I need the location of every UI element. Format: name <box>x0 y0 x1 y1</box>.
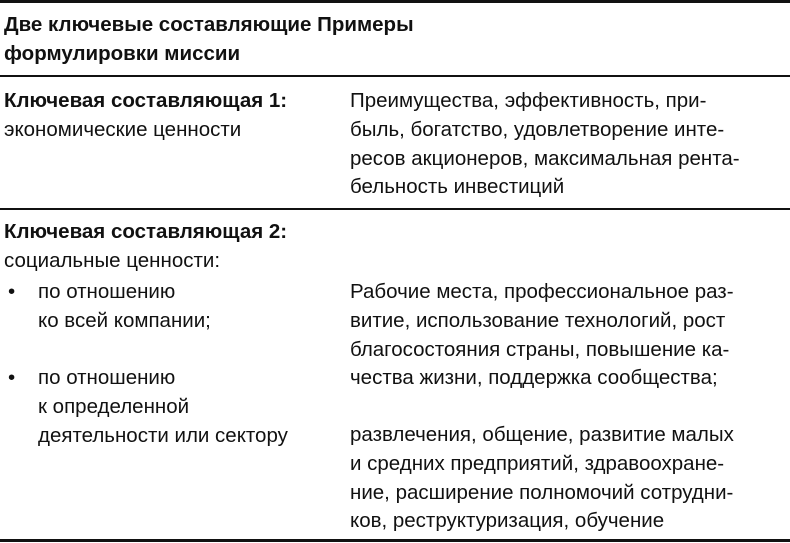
row1-title: Ключевая составляющая 1: <box>4 89 288 112</box>
example-line: Рабочие места, профессиональное раз- <box>350 280 734 303</box>
row2-subtitle: социальные ценности: <box>4 248 221 272</box>
bullet-line: деятельности или сектору <box>38 423 288 447</box>
example-line: благосостояния страны, повышение ка- <box>350 337 730 361</box>
bullet-icon: • <box>8 280 16 303</box>
bullet-item <box>38 278 211 336</box>
row1-examples <box>350 87 740 202</box>
row2-examples-2 <box>350 421 734 536</box>
example-line: ресов акционеров, максимальная рента- <box>350 146 740 170</box>
example-line: чества жизни, поддержка сообщества; <box>350 366 718 390</box>
bullet-line: по отношению <box>38 366 176 389</box>
example-line: и средних предприятий, здравоохране- <box>350 451 725 475</box>
example-line: быль, богатство, удовлетворение инте- <box>350 117 725 141</box>
bullet-line: ко всей компании; <box>38 308 211 332</box>
bullet-item <box>38 364 288 450</box>
example-line: витие, использование технологий, рост <box>350 308 726 332</box>
example-line: ние, расширение полномочий сотрудни- <box>350 480 734 504</box>
row1-subtitle: экономические ценности <box>4 117 242 141</box>
example-line: развлечения, общение, развитие малых <box>350 423 734 446</box>
bullet-line: по отношению <box>38 280 176 303</box>
header-line: формулировки миссии <box>4 41 241 65</box>
row-rule <box>0 208 790 210</box>
bullet-icon: • <box>8 366 16 389</box>
example-line: Преимущества, эффективность, при- <box>350 89 707 112</box>
bottom-rule <box>0 539 790 542</box>
header-rule <box>0 75 790 77</box>
example-line: ков, реструктуризация, обучение <box>350 509 665 533</box>
example-line: бельность инвестиций <box>350 175 565 199</box>
row1-left <box>4 87 287 145</box>
row2-examples-1 <box>350 278 734 393</box>
table-header <box>4 11 414 69</box>
top-rule <box>0 0 790 3</box>
header-line: Две ключевые составляющие Примеры <box>4 13 414 36</box>
bullet-line: к определенной <box>38 394 190 418</box>
row2-left <box>4 218 287 276</box>
row2-title: Ключевая составляющая 2: <box>4 220 288 243</box>
